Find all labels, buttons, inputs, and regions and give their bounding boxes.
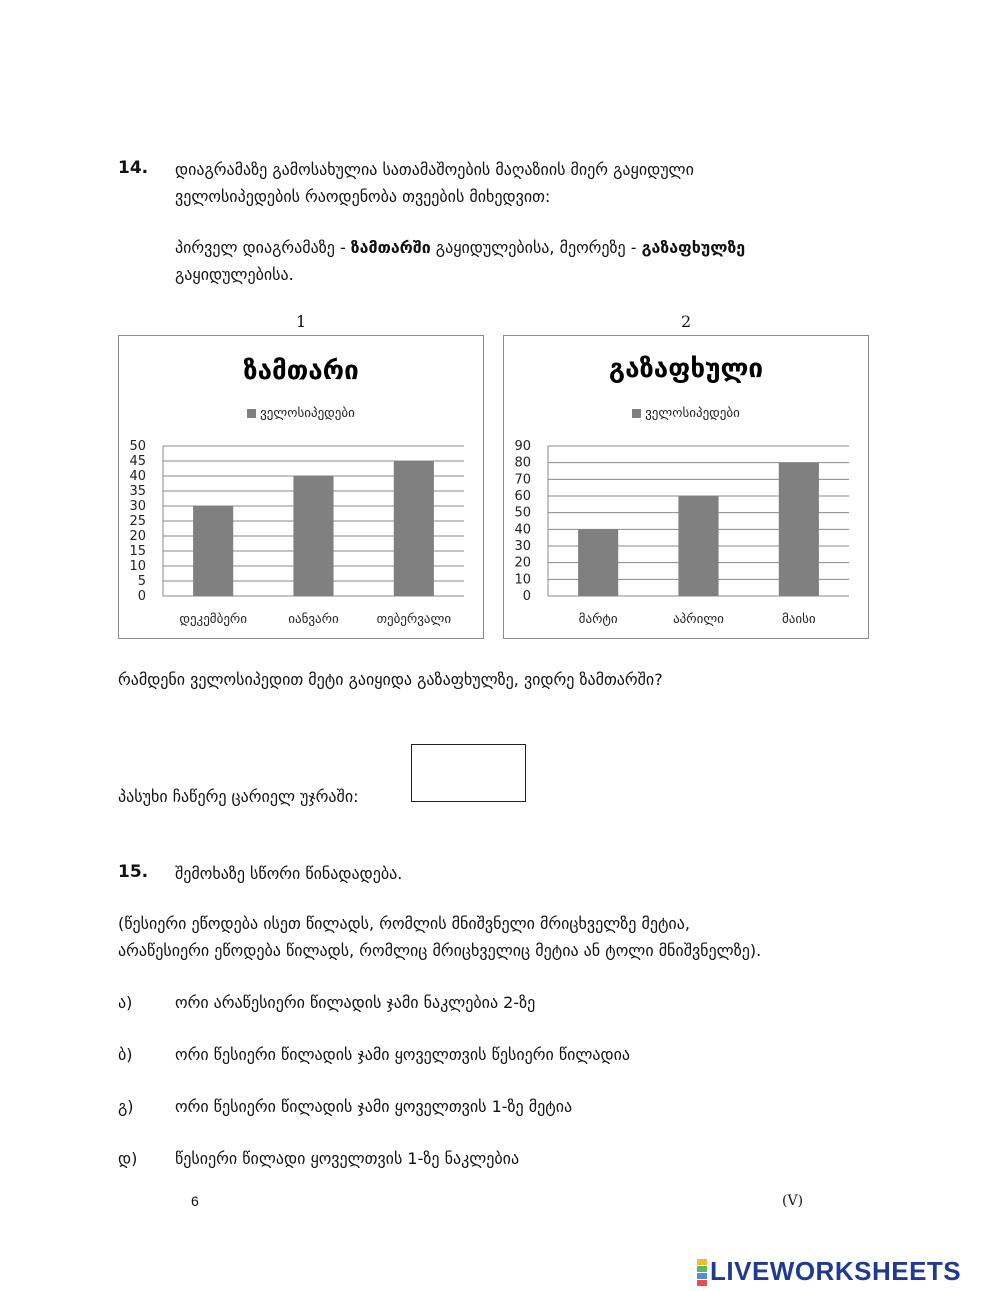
q15-title: შემოხაზე სწორი წინადადება. (175, 864, 403, 883)
bar (678, 496, 718, 596)
answer-input-box[interactable] (411, 744, 526, 802)
logo-block (697, 1259, 707, 1265)
x-category-label: აპრილი (673, 612, 724, 627)
y-tick-label: 20 (514, 555, 531, 571)
y-tick-label: 25 (129, 514, 146, 529)
option-d-text[interactable]: წესიერი წილადი ყოველთვის 1-ზე ნაკლებია (175, 1149, 520, 1168)
x-category-label: მარტი (578, 612, 618, 627)
legend-label: ველოსიპედები (645, 406, 740, 421)
y-tick-label: 40 (514, 522, 531, 538)
q14-line-1: დიაგრამაზე გამოსახულია სათამაშოების მაღაზიის მიერ გაყიდული (175, 160, 694, 179)
y-tick-label: 50 (129, 439, 146, 454)
q14-line-4: გაყიდულებისა. (175, 265, 294, 284)
option-d-letter[interactable]: დ) (118, 1149, 138, 1168)
y-tick-label: 30 (514, 539, 531, 554)
chart-spring-plot (504, 336, 868, 638)
option-c-text[interactable]: ორი წესიერი წილადის ჯამი ყოველთვის 1-ზე მეტია (175, 1097, 573, 1116)
chart-winter (118, 335, 484, 639)
q14-question: რამდენი ველოსიპედით მეტი გაიყიდა გაზაფხულზე, ვიდრე ზამთარში? (118, 670, 663, 689)
y-tick-label: 60 (514, 489, 531, 504)
y-tick-label: 70 (514, 472, 531, 488)
question-15-number: 15. (118, 862, 149, 882)
chart-1-number: 1 (296, 312, 307, 331)
y-tick-label: 35 (129, 484, 146, 499)
x-category-label: მაისი (782, 612, 816, 627)
y-tick-label: 0 (137, 589, 146, 604)
y-tick-label: 10 (514, 572, 531, 588)
x-category-label: იანვარი (288, 612, 339, 627)
option-a-letter[interactable]: ა) (118, 993, 133, 1012)
bar (578, 529, 618, 596)
y-tick-label: 0 (522, 589, 531, 604)
legend-label: ველოსიპედები (260, 406, 355, 421)
y-tick-label: 30 (129, 499, 146, 514)
y-tick-label: 20 (129, 529, 146, 544)
logo-block (697, 1266, 707, 1272)
liveworksheets-logo (697, 1258, 985, 1288)
q14-line-3 (175, 238, 745, 257)
spring-bold: გაზაფხულზე (641, 238, 746, 257)
logo-block (697, 1280, 707, 1286)
q14-line-2: ველოსიპედების რაოდენობა თვეების მიხედვით: (175, 187, 551, 206)
chart-winter-title: ზამთარი (243, 356, 359, 386)
option-c-letter[interactable]: გ) (118, 1097, 134, 1116)
logo-block (697, 1273, 707, 1279)
bar (293, 476, 333, 596)
winter-bold: ზამთარში (350, 238, 431, 257)
bar (779, 463, 819, 596)
answer-prompt: პასუხი ჩაწერე ცარიელ უჯრაში: (118, 787, 359, 806)
y-tick-label: 80 (514, 455, 531, 471)
q14-line-3c: გაყიდულებისა, მეორეზე - (430, 238, 642, 257)
chart-2-number: 2 (681, 312, 692, 331)
bar (394, 461, 434, 596)
page-number: 6 (191, 1193, 199, 1209)
x-category-label: თებერვალი (376, 612, 452, 627)
y-tick-label: 50 (514, 505, 531, 521)
q15-note-1: (წესიერი ეწოდება ისეთ წილადს, რომლის მნიშვნელი მრიცხველზე მეტია, (118, 914, 690, 933)
chart-winter-plot (119, 336, 483, 638)
y-tick-label: 10 (129, 559, 146, 574)
y-tick-label: 5 (137, 574, 146, 589)
q15-note-2: არაწესიერი ეწოდება წილადს, რომლიც მრიცხველიც მეტია ან ტოლი მნიშვნელზე). (118, 941, 762, 960)
chart-spring (503, 335, 869, 639)
bar (193, 506, 233, 596)
x-category-label: დეკემბერი (179, 612, 248, 627)
y-tick-label: 90 (514, 439, 531, 454)
option-b-text[interactable]: ორი წესიერი წილადის ჯამი ყოველთვის წესიერი წილადია (175, 1045, 631, 1064)
y-tick-label: 15 (129, 544, 146, 559)
y-tick-label: 40 (129, 469, 146, 484)
option-a-text[interactable]: ორი არაწესიერი წილადის ჯამი ნაკლებია 2-ზე (175, 993, 536, 1012)
option-b-letter[interactable]: ბ) (118, 1045, 133, 1064)
liveworksheets-logo-text: LIVEWORKSHEETS (710, 1256, 962, 1286)
q14-line-3a: პირველ დიაგრამაზე - (175, 238, 351, 257)
variant-label: (V) (782, 1193, 804, 1209)
y-tick-label: 45 (129, 454, 146, 469)
question-14-number: 14. (118, 158, 149, 178)
chart-spring-title: გაზაფხული (608, 354, 764, 384)
